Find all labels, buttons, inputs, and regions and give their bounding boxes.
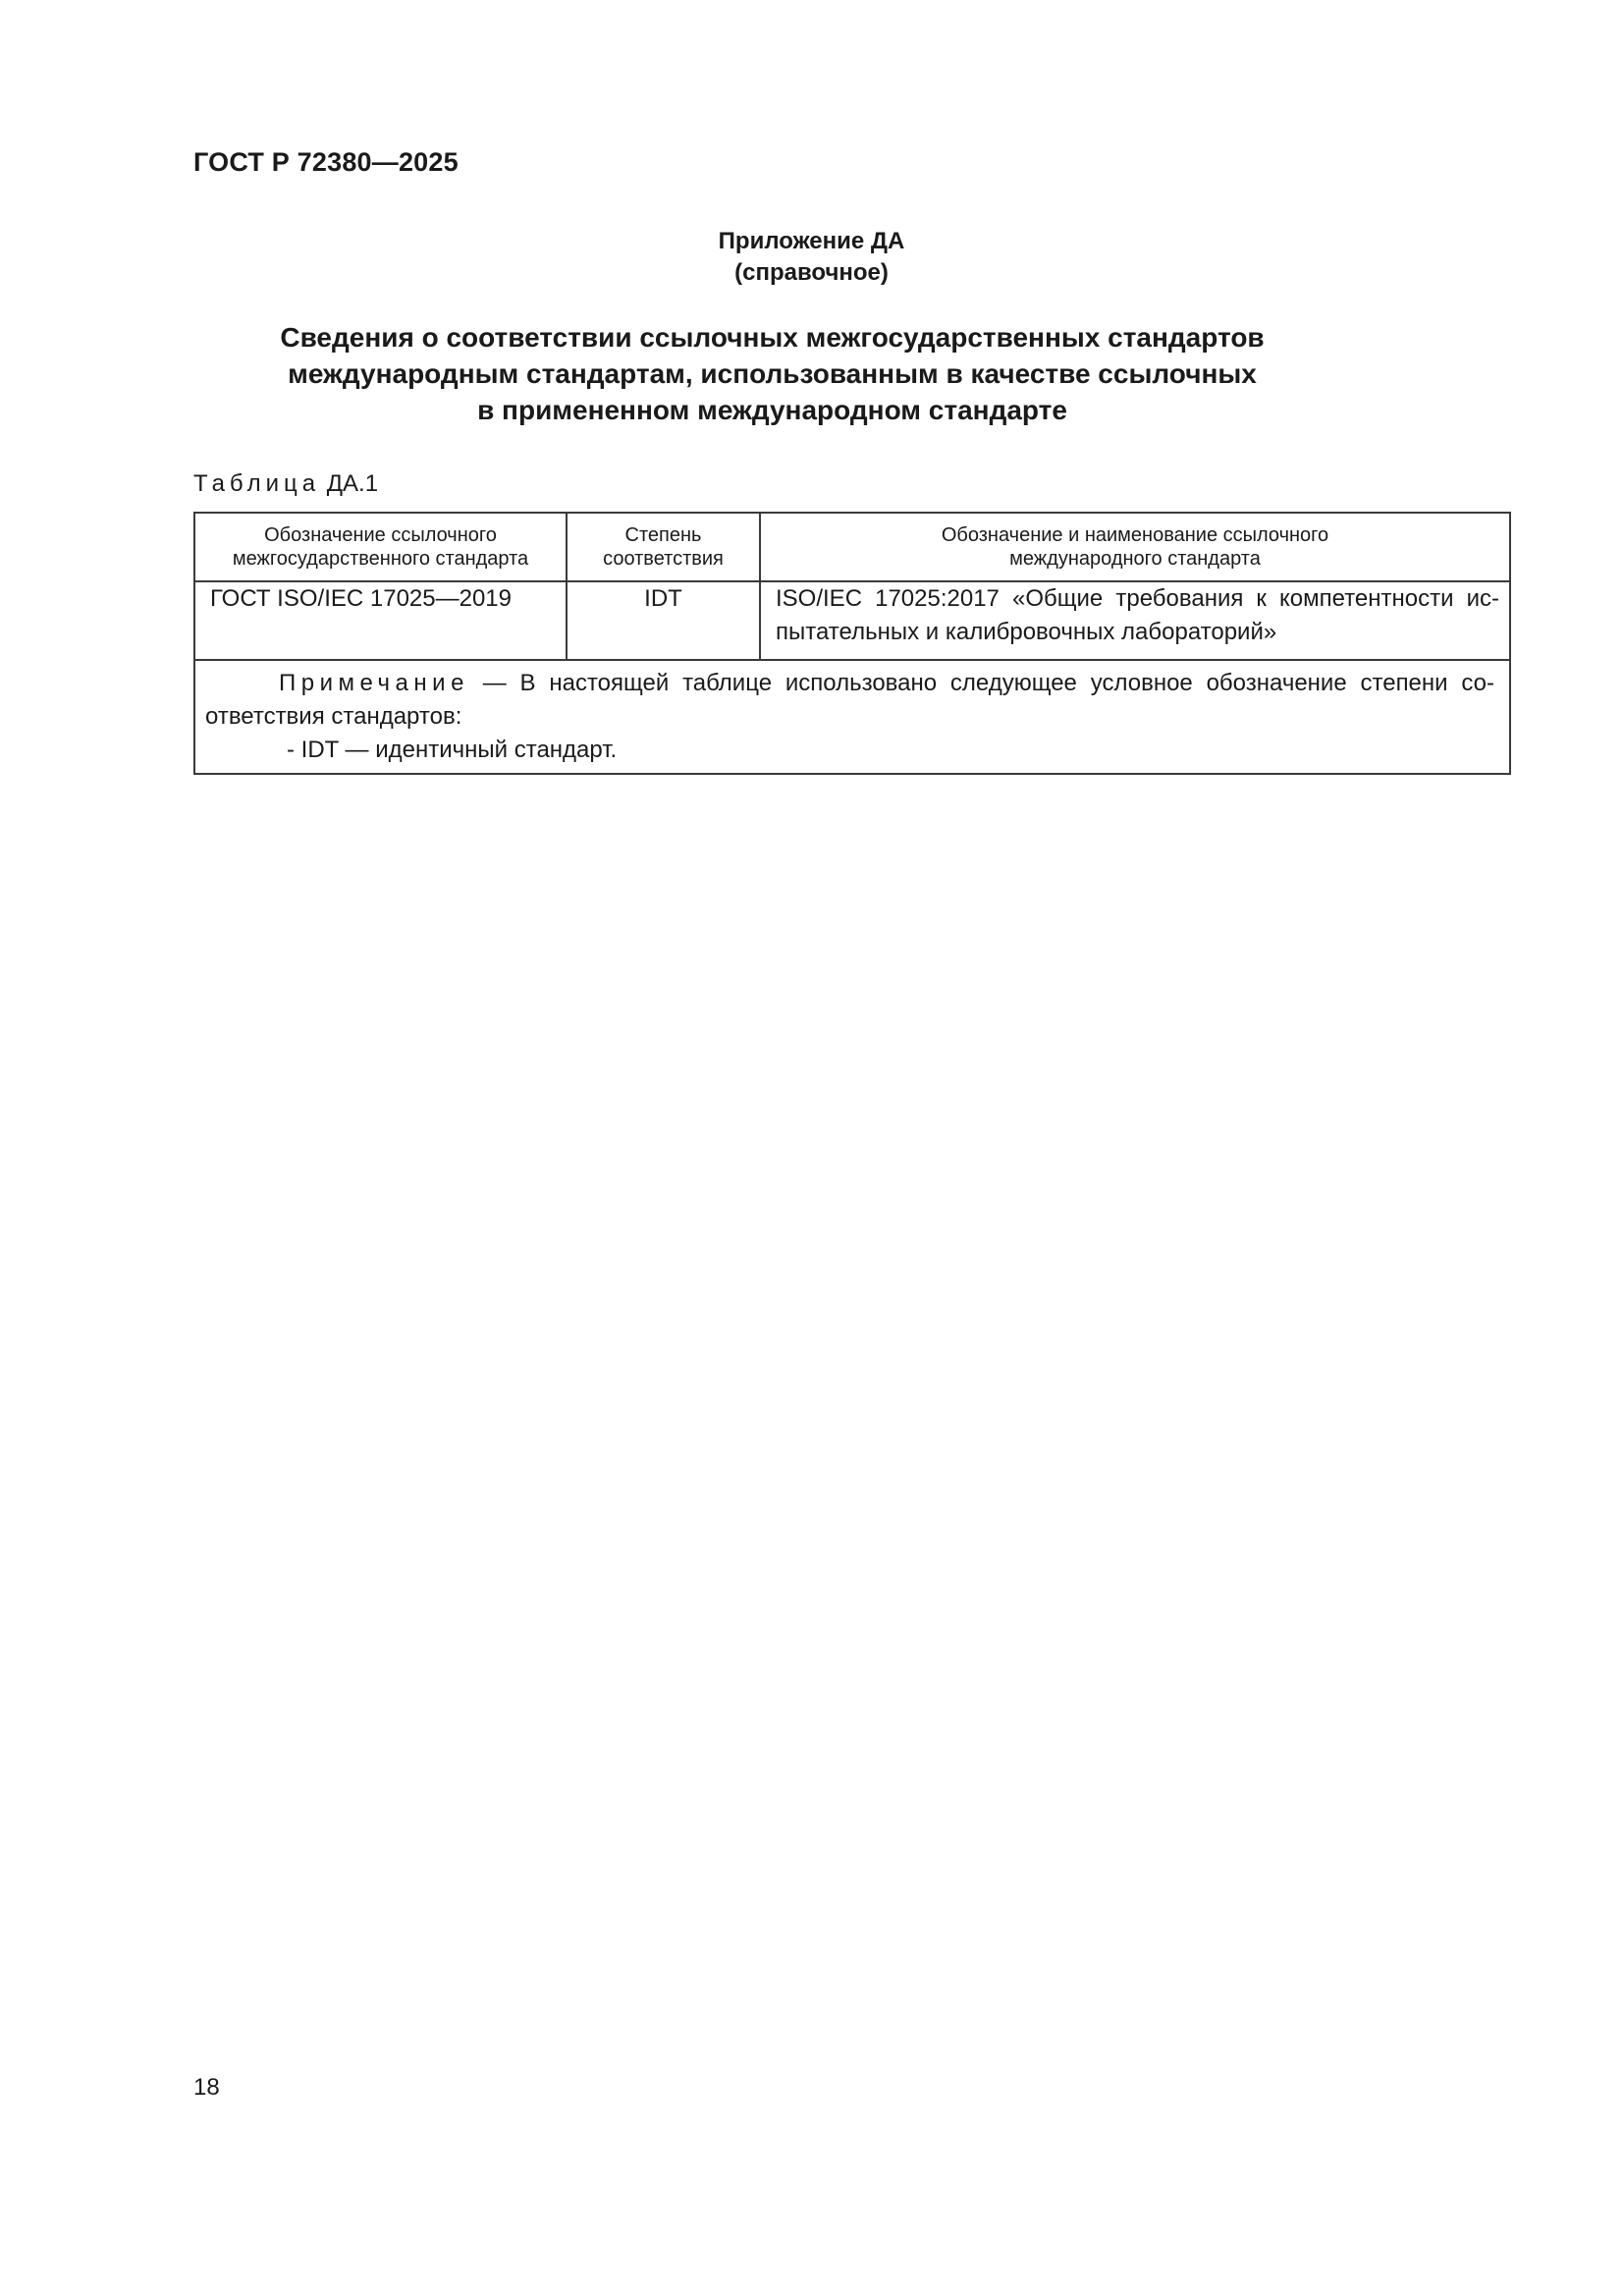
reference-table [193,512,1511,775]
cell-degree: IDT [567,581,760,660]
page-number: 18 [193,2074,220,2101]
note-label: Примечание [279,670,469,696]
table-note [194,660,1510,774]
table-caption [193,470,378,498]
appendix-kind: (справочное) [734,259,889,286]
table-row [194,581,1510,660]
cell-international-standard: ISO/IEC 17025:2017 «Общие требования к компетентности ис-пытательных и калибровочных лабораторий» [760,581,1510,660]
note-text [205,667,1494,734]
table-caption-label: Таблица [193,470,321,497]
document-code: ГОСТ Р 72380—2025 [193,147,459,177]
main-title-line: Сведения о соответствии ссылочных межгосударственных стандартов [280,322,1265,353]
header-interstate-standard [194,513,567,581]
header-text: Степень [624,524,702,546]
appendix-title: Приложение ДА [718,228,905,254]
note-list-item: - IDT — идентичный стандарт. [287,737,618,763]
table-header-row [194,513,1510,581]
header-text: соответствия [603,548,724,570]
cell-interstate-standard: ГОСТ ISO/IEC 17025—2019 [194,581,567,660]
header-text: Обозначение и наименование ссылочного [941,524,1329,546]
header-text: Обозначение ссылочного [264,524,497,546]
header-degree [567,513,760,581]
main-title-line: в примененном международном стандарте [477,395,1067,425]
table-note-row [194,660,1510,774]
main-title [0,319,1623,428]
note-body: — В настоящей таблице использовано следующее условное обозначение степени со-ответствия стандартов: [205,670,1494,730]
header-text: межгосударственного стандарта [232,548,529,570]
table-caption-number: ДА.1 [326,470,379,497]
main-title-line: международным стандартам, использованным в качестве ссылочных [288,358,1257,389]
header-text: международного стандарта [1009,548,1261,570]
header-international-standard [760,513,1510,581]
